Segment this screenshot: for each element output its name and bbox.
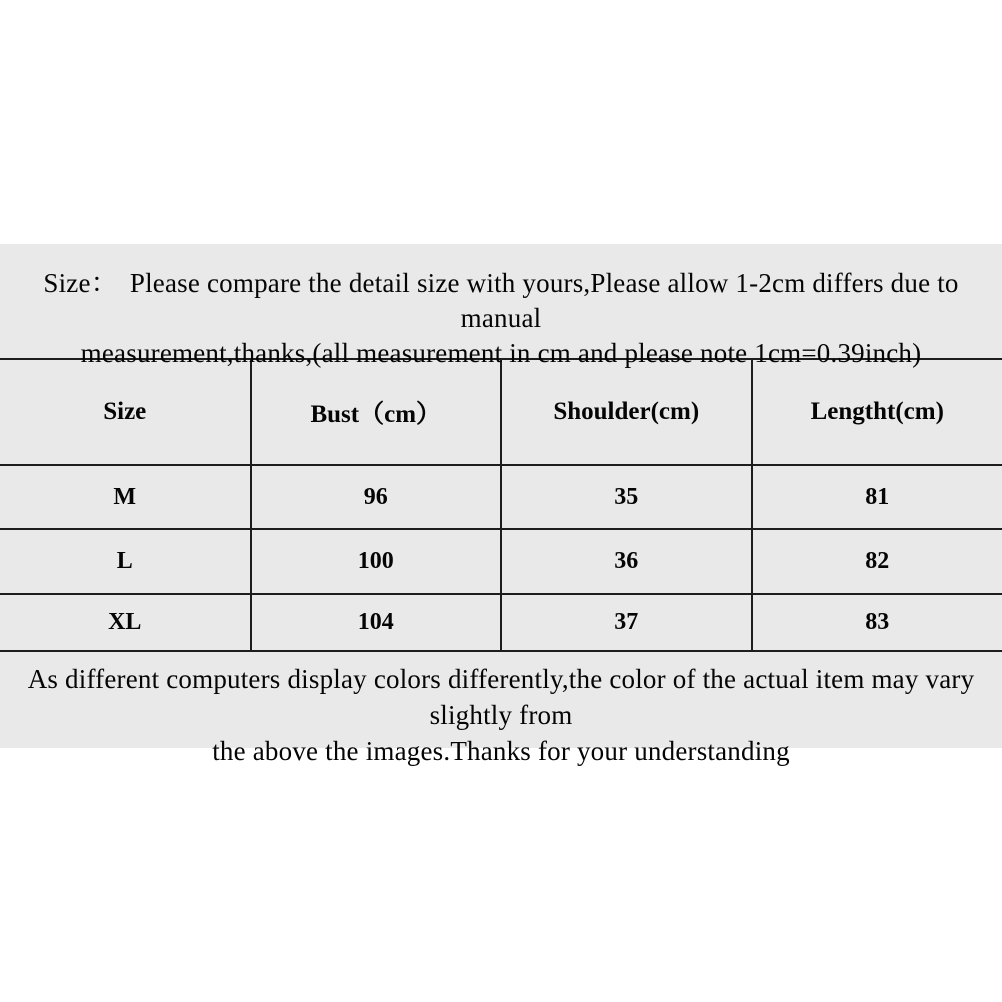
table-row-xl bbox=[0, 594, 1002, 651]
cell-bust-xl: 104 bbox=[251, 594, 502, 651]
cell-length-l: 82 bbox=[752, 529, 1002, 594]
table-row-l bbox=[0, 529, 1002, 594]
cell-length-m: 81 bbox=[752, 465, 1002, 529]
disclaimer-line-2: the above the images.Thanks for your understanding bbox=[212, 736, 790, 766]
column-header-shoulder: Shoulder(cm) bbox=[501, 359, 752, 465]
size-table-header-row bbox=[0, 359, 1002, 465]
size-table bbox=[0, 358, 1002, 652]
measurement-notice bbox=[0, 244, 1002, 368]
notice-line-2: measurement,thanks,(all measurement in cm and please note 1cm=0.39inch) bbox=[80, 338, 922, 368]
disclaimer-line-1: As different computers display colors differently,the color of the actual item may vary slightly from bbox=[27, 664, 975, 730]
table-row-m bbox=[0, 465, 1002, 529]
cell-shoulder-l: 36 bbox=[501, 529, 752, 594]
size-chart-panel bbox=[0, 244, 1002, 766]
notice-line-1-text: Please compare the detail size with yours,Please allow 1-2cm differs due to manual bbox=[129, 268, 959, 333]
size-label-prefix: Size： bbox=[43, 268, 118, 298]
cell-bust-l: 100 bbox=[251, 529, 502, 594]
notice-line-1 bbox=[0, 266, 1002, 336]
cell-bust-m: 96 bbox=[251, 465, 502, 529]
cell-size-xl: XL bbox=[0, 594, 251, 651]
color-disclaimer bbox=[0, 652, 1002, 766]
column-header-size: Size bbox=[0, 359, 251, 465]
cell-size-m: M bbox=[0, 465, 251, 529]
column-header-length: Lengtht(cm) bbox=[752, 359, 1002, 465]
cell-shoulder-xl: 37 bbox=[501, 594, 752, 651]
column-header-bust: Bust（cm） bbox=[251, 359, 502, 465]
cell-shoulder-m: 35 bbox=[501, 465, 752, 529]
cell-size-l: L bbox=[0, 529, 251, 594]
cell-length-xl: 83 bbox=[752, 594, 1002, 651]
